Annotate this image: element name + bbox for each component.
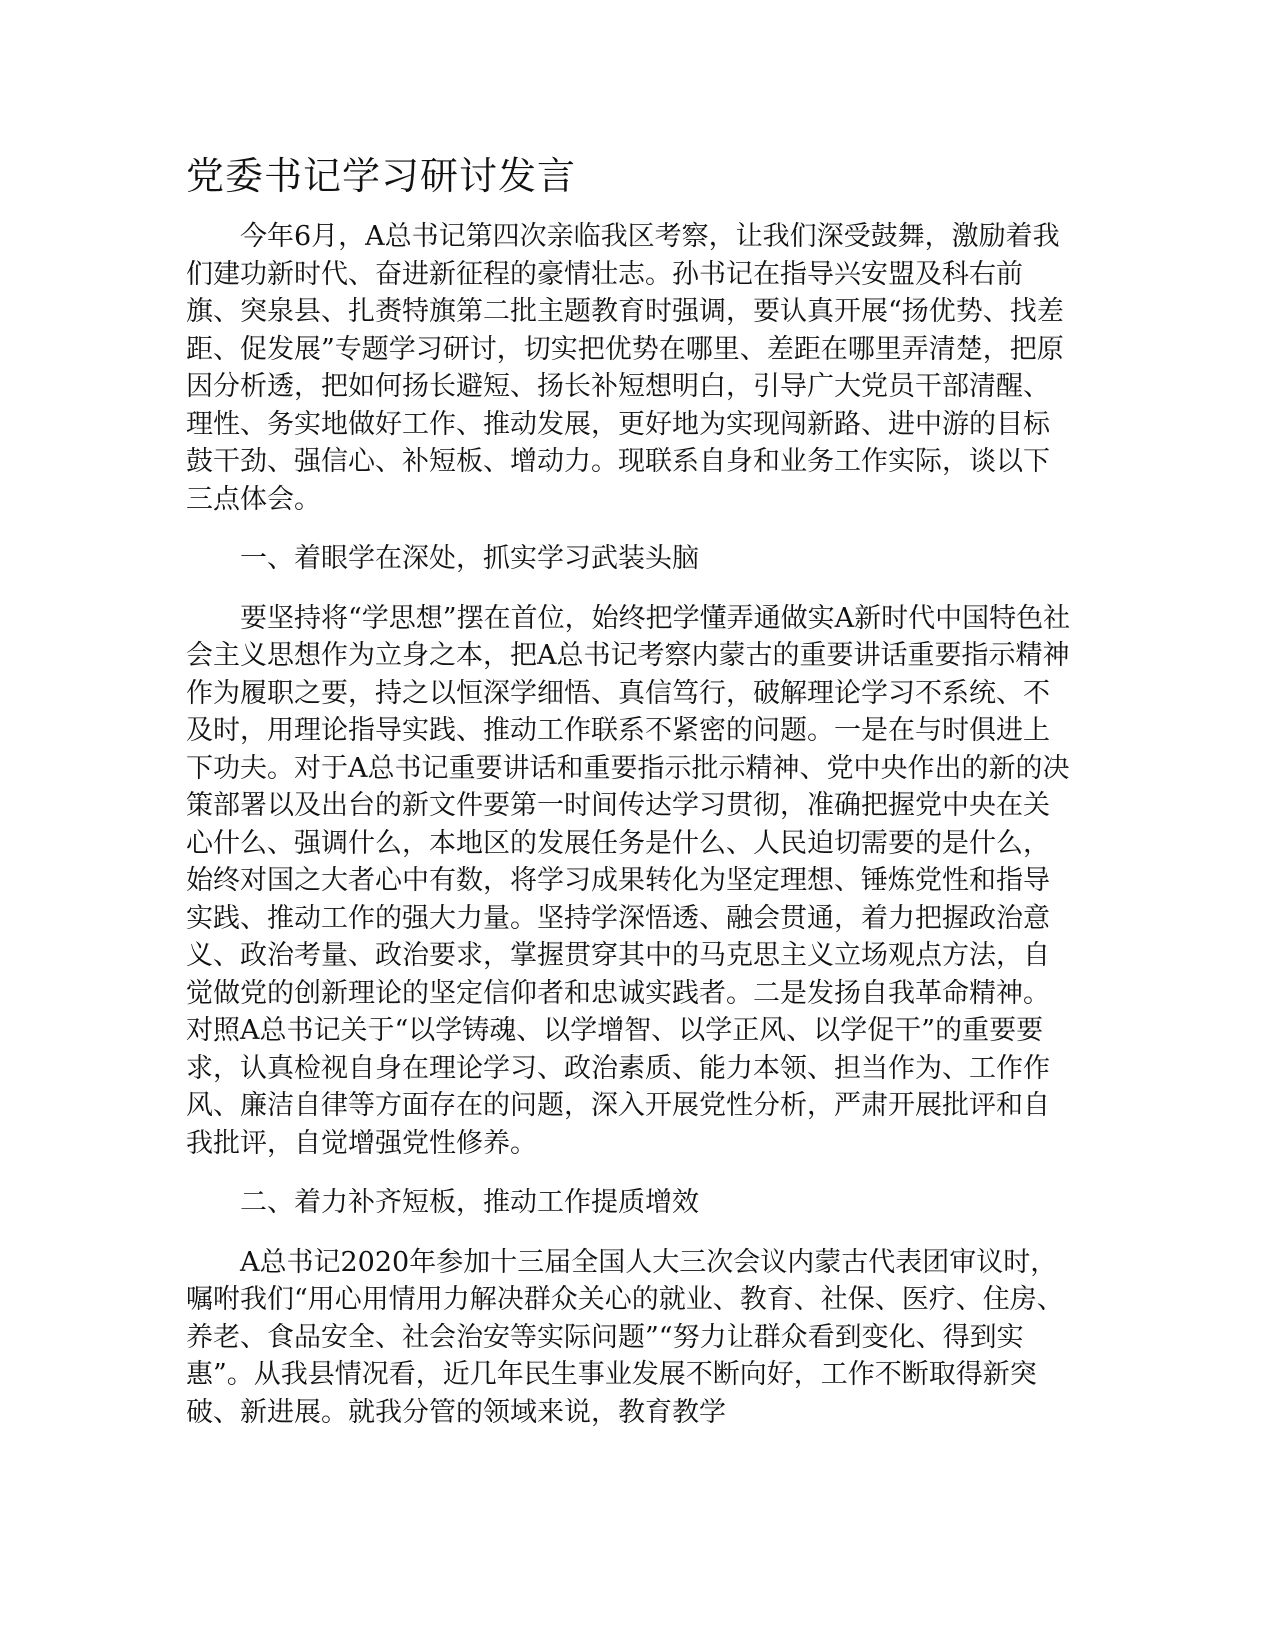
document-title: 党委书记学习研讨发言 bbox=[186, 154, 577, 198]
paragraph-section-2: A总书记2020年参加十三届全国人大三次会议内蒙古代表团审议时，嘱咐我们“用心用情用力解决群众关心的就业、教育、社保、医疗、住房、养老、食品安全、社会治安等实际问题”“努力让群众看到变化、得到实惠”。从我县情况看，近几年民生事业发展不断向好，工作不断取得新突破、新进展。就我分管的领域来说，教育教学 bbox=[186, 1246, 1064, 1428]
section-heading-2: 二、着力补齐短板，推动工作提质增效 bbox=[240, 1187, 699, 1218]
document-page bbox=[186, 150, 1076, 1453]
paragraph-intro: 今年6月，A总书记第四次亲临我区考察，让我们深受鼓舞，激励着我们建功新时代、奋进新征程的豪情壮志。孙书记在指导兴安盟及科右前旗、突泉县、扎赉特旗第二批主题教育时强调，要认真开展“扬优势、找差距、促发展”专题学习研讨，切实把优势在哪里、差距在哪里弄清楚，把原因分析透，把如何扬长避短、扬长补短想明白，引导广大党员干部清醒、理性、务实地做好工作、推动发展，更好地为实现闯新路、进中游的目标鼓干劲、强信心、补短板、增动力。现联系自身和业务工作实际，谈以下三点体会。 bbox=[186, 221, 1064, 515]
paragraph-section-1: 要坚持将“学思想”摆在首位，始终把学懂弄通做实A新时代中国特色社会主义思想作为立身之本，把A总书记考察内蒙古的重要讲话重要指示精神作为履职之要，持之以恒深学细悟、真信笃行，破解理论学习不系统、不及时，用理论指导实践、推动工作联系不紧密的问题。一是在与时俱进上下功夫。对于A总书记重要讲话和重要指示批示精神、党中央作出的新的决策部署以及出台的新文件要第一时间传达学习贯彻，准确把握党中央在关心什么、强调什么，本地区的发展任务是什么、人民迫切需要的是什么，始终对国之大者心中有数，将学习成果转化为坚定理想、锤炼党性和指导实践、推动工作的强大力量。坚持学深悟透、融会贯通，着力把握政治意义、政治考量、政治要求，掌握贯穿其中的马克思主义立场观点方法，自觉做党的创新理论的坚定信仰者和忠诚实践者。二是发扬自我革命精神。对照A总书记关于“以学铸魂、以学增智、以学正风、以学促干”的重要要求，认真检视自身在理论学习、政治素质、能力本领、担当作为、工作作风、廉洁自律等方面存在的问题，深入开展党性分析，严肃开展批评和自我批评，自觉增强党性修养。 bbox=[186, 602, 1071, 1159]
section-heading-1: 一、着眼学在深处，抓实学习武装头脑 bbox=[240, 543, 699, 574]
